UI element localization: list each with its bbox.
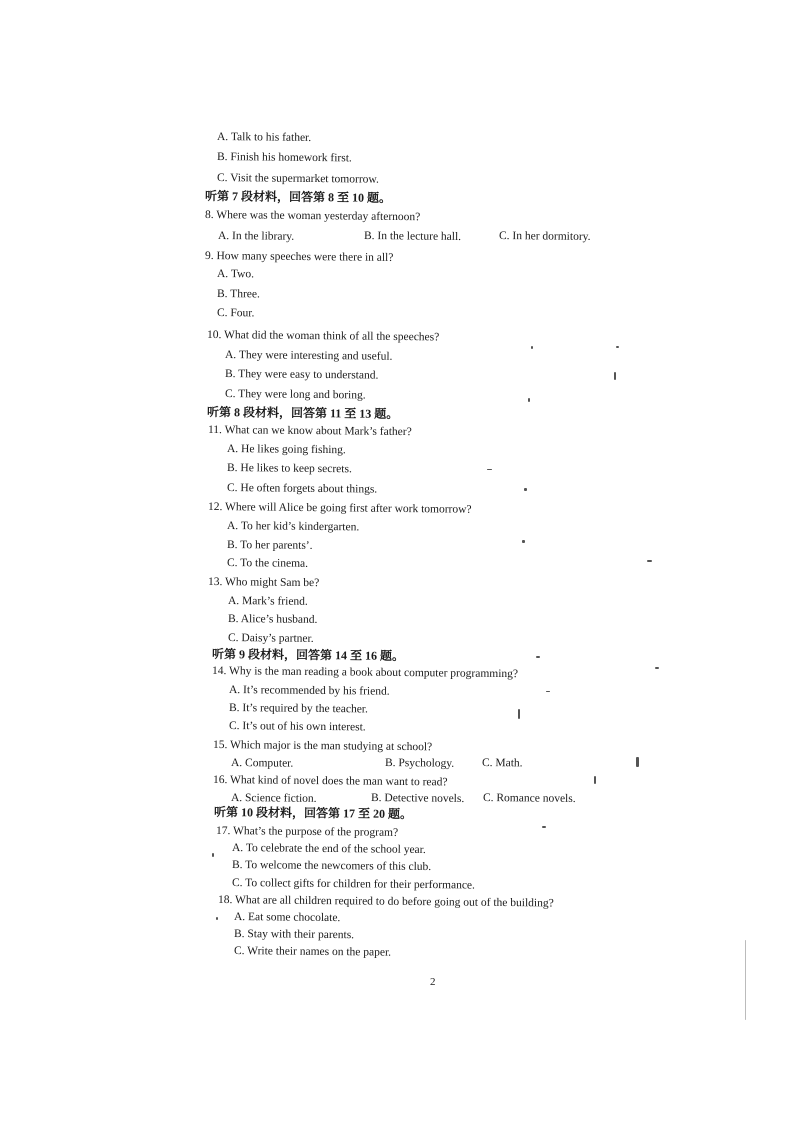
question-line: 10. What did the woman think of all the speeches?: [206, 329, 440, 344]
question-line: 17. What’s the purpose of the program?: [215, 825, 399, 839]
scan-speck: [531, 346, 533, 349]
question-line: C. Visit the supermarket tomorrow.: [216, 172, 379, 186]
question-line: C. Write their names on the paper.: [233, 945, 392, 959]
option-a: A. Science fiction.: [230, 792, 317, 805]
question-line: C. He often forgets about things.: [226, 482, 378, 496]
question-line: B. To welcome the newcomers of this club.: [231, 859, 432, 874]
question-line: C. Daisy’s partner.: [227, 632, 314, 645]
page-number: 2: [430, 976, 436, 988]
option-c: C. In her dormitory.: [498, 230, 591, 243]
question-line: 11. What can we know about Mark’s father?: [207, 424, 412, 439]
question-line: C. To collect gifts for children for their performance.: [231, 877, 476, 892]
section-header: 听第 10 段材料，回答第 17 至 20 题。: [213, 805, 413, 822]
question-line: A. To celebrate the end of the school year.: [231, 842, 426, 857]
section-header: 听第 8 段材料，回答第 11 至 13 题。: [206, 405, 399, 422]
question-line: A. To her kid’s kindergarten.: [226, 520, 360, 534]
question-line: 18. What are all children required to do before going out of the building?: [217, 894, 554, 910]
question-line: B. They were easy to understand.: [224, 368, 379, 382]
question-line: B. Alice’s husband.: [227, 613, 318, 626]
option-a: A. Computer.: [230, 757, 294, 770]
option-b: B. In the lecture hall.: [363, 230, 462, 244]
question-line: B. Three.: [216, 288, 260, 301]
option-c: C. Math.: [481, 757, 523, 770]
scan-speck: [614, 372, 616, 380]
question-line: 8. Where was the woman yesterday afternoon?: [204, 209, 421, 224]
scan-speck: [518, 709, 520, 719]
scan-speck: [524, 488, 527, 491]
scan-speck: [528, 398, 530, 402]
question-line: B. Finish his homework first.: [216, 151, 352, 165]
scan-edge-line: [745, 940, 746, 1020]
question-line: C. Four.: [216, 307, 255, 320]
scan-speck: [536, 656, 540, 658]
scan-speck: [212, 853, 214, 857]
question-line: 9. How many speeches were there in all?: [204, 250, 394, 264]
scan-speck: [594, 776, 596, 784]
scan-speck: [636, 757, 639, 767]
question-line: 14. Why is the man reading a book about computer programming?: [211, 665, 519, 681]
question-line: B. To her parents’.: [226, 539, 313, 552]
option-b: B. Detective novels.: [370, 792, 465, 805]
question-line: 12. Where will Alice be going first after work tomorrow?: [207, 501, 472, 516]
option-a: A. In the library.: [217, 230, 295, 243]
scan-speck: [522, 540, 525, 543]
question-line: A. Talk to his father.: [216, 131, 312, 144]
question-line: C. To the cinema.: [226, 557, 309, 570]
question-line: A. They were interesting and useful.: [224, 349, 393, 363]
question-line: B. It’s required by the teacher.: [228, 702, 368, 716]
scan-speck: [542, 826, 546, 828]
question-line: C. They were long and boring.: [224, 388, 366, 402]
scan-speck: [616, 346, 619, 348]
scan-speck: [487, 469, 492, 470]
scan-speck: [655, 667, 659, 669]
question-line: C. It’s out of his own interest.: [228, 720, 366, 734]
option-c: C. Romance novels.: [482, 792, 576, 805]
question-line: 15. Which major is the man studying at school?: [212, 739, 433, 754]
scan-speck: [647, 560, 652, 562]
question-line: A. Two.: [216, 268, 255, 281]
scan-speck: [216, 917, 218, 920]
question-line: B. He likes to keep secrets.: [226, 462, 352, 476]
question-line: A. Mark’s friend.: [227, 595, 308, 608]
question-line: 13. Who might Sam be?: [207, 576, 320, 590]
question-line: 16. What kind of novel does the man want to read?: [212, 774, 448, 789]
question-line: A. Eat some chocolate.: [233, 911, 341, 925]
section-header: 听第 9 段材料，回答第 14 至 16 题。: [211, 647, 405, 664]
question-line: B. Stay with their parents.: [233, 928, 355, 942]
scan-speck: [546, 691, 550, 692]
question-line: A. He likes going fishing.: [226, 443, 346, 457]
option-b: B. Psychology.: [384, 757, 455, 770]
section-header: 听第 7 段材料，回答第 8 至 10 题。: [204, 189, 392, 205]
question-line: A. It’s recommended by his friend.: [228, 684, 390, 698]
